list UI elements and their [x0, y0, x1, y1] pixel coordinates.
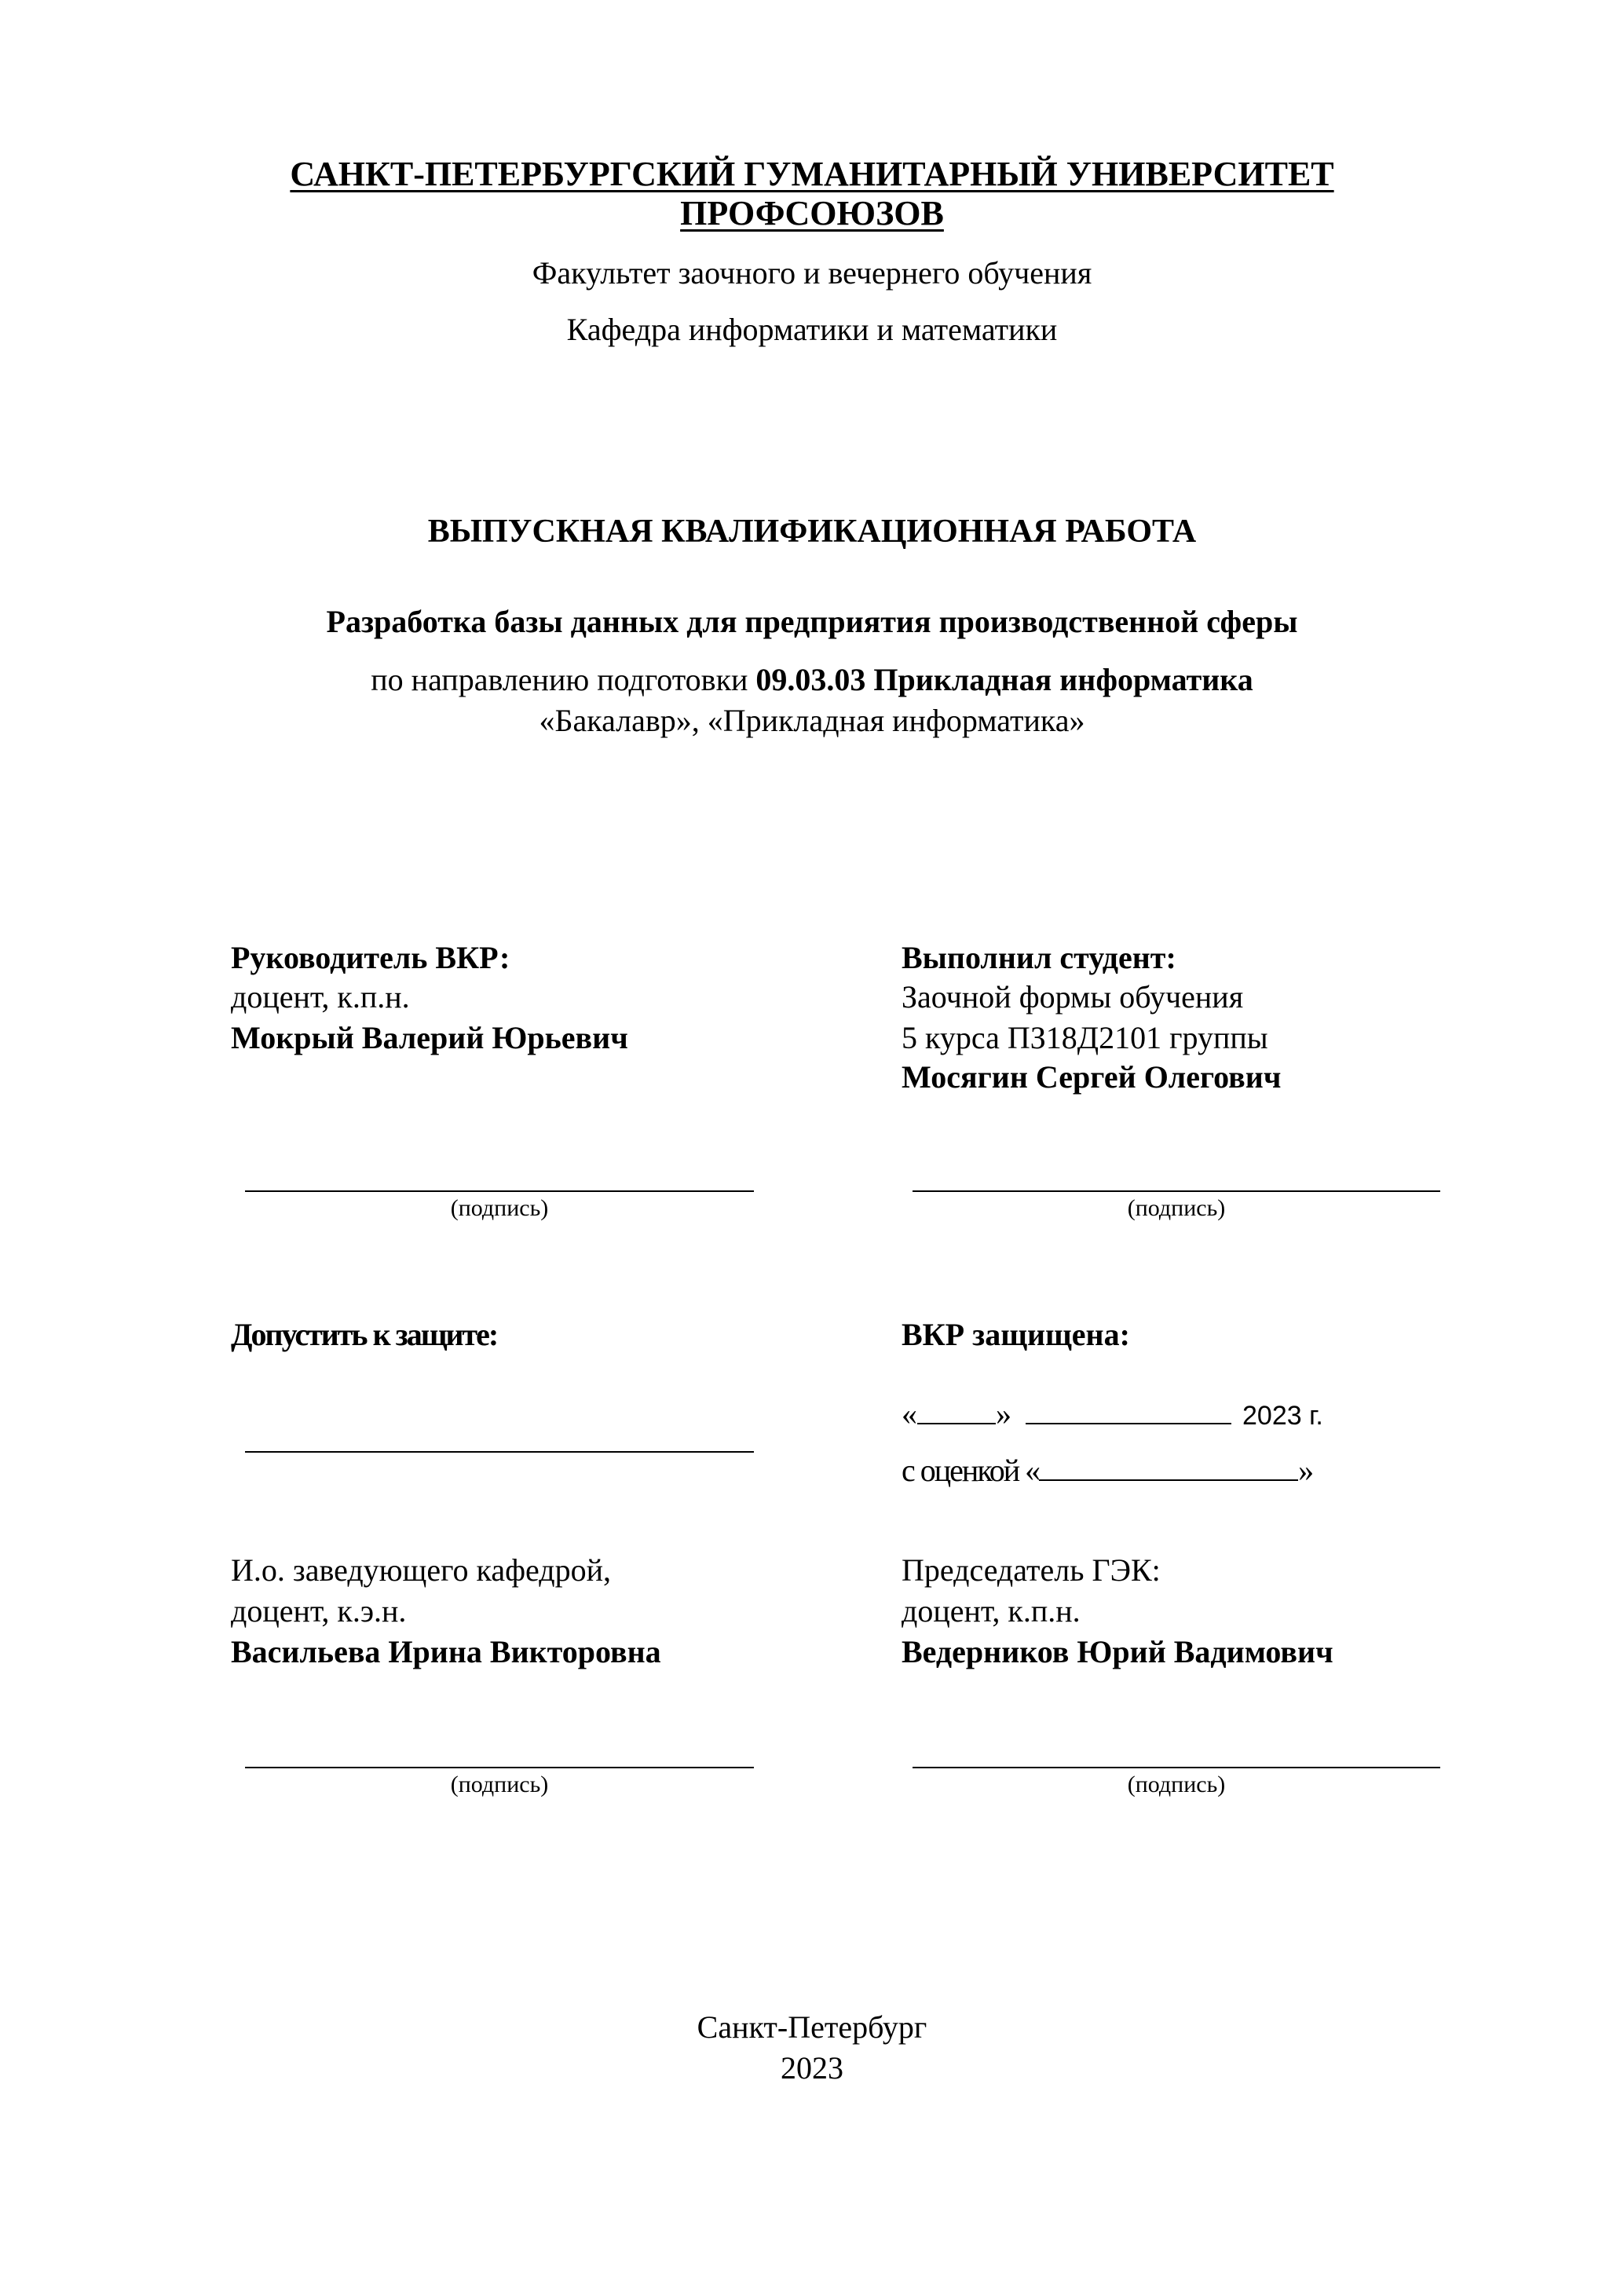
supervisor-signature-line	[245, 1190, 754, 1192]
student-course-group: 5 курса ПЗ18Д2101 группы	[902, 1020, 1268, 1055]
defense-year: 2023 г.	[1242, 1401, 1323, 1431]
footer-city: Санкт-Петербург	[697, 2009, 927, 2045]
date-month-blank	[1026, 1395, 1231, 1424]
work-topic: Разработка базы данных для предприятия производственной сферы	[326, 604, 1298, 639]
supervisor-position: доцент, к.п.н.	[231, 979, 410, 1015]
grade-blank	[1039, 1451, 1298, 1481]
gek-chairman-title: Председатель ГЭК:	[902, 1552, 1161, 1588]
grade-suffix: »	[1298, 1453, 1313, 1488]
work-type: ВЫПУСКНАЯ КВАЛИФИКАЦИОННАЯ РАБОТА	[427, 514, 1197, 550]
defense-grade	[902, 1451, 1312, 1486]
date-close-quote: »	[996, 1396, 1011, 1431]
supervisor-name: Мокрый Валерий Юрьевич	[231, 1020, 628, 1055]
footer-year: 2023	[781, 2050, 843, 2086]
grade-prefix: с оценкой «	[902, 1453, 1040, 1488]
head-of-department-name: Васильева Ирина Викторовна	[231, 1634, 661, 1669]
head-of-department-position: доцент, к.э.н.	[231, 1593, 407, 1629]
student-signature-caption: (подпись)	[1127, 1195, 1226, 1221]
date-open-quote: «	[902, 1396, 917, 1431]
student-name: Мосягин Сергей Олегович	[902, 1059, 1282, 1095]
university-name-line1: САНКТ-ПЕТЕРБУРГСКИЙ ГУМАНИТАРНЫЙ УНИВЕРСИТЕТ	[290, 155, 1334, 193]
supervisor-heading: Руководитель ВКР:	[231, 940, 510, 975]
direction-value: 09.03.03 Прикладная информатика	[755, 662, 1253, 697]
admission-signature-line	[245, 1451, 754, 1453]
defense-heading: ВКР защищена:	[902, 1317, 1130, 1352]
gek-chairman-position: доцент, к.п.н.	[902, 1593, 1081, 1629]
gek-signature-line	[913, 1767, 1440, 1768]
admission-heading: Допустить к защите:	[231, 1317, 498, 1352]
gek-signature-caption: (подпись)	[1127, 1771, 1226, 1797]
student-study-form: Заочной формы обучения	[902, 979, 1244, 1015]
faculty-name: Факультет заочного и вечернего обучения	[532, 255, 1092, 291]
supervisor-signature-caption: (подпись)	[450, 1195, 549, 1221]
head-signature-line	[245, 1767, 754, 1768]
direction-prefix: по направлению подготовки	[371, 662, 756, 697]
date-day-blank	[917, 1395, 996, 1424]
training-direction	[0, 664, 1624, 696]
department-name: Кафедра информатики и математики	[566, 312, 1058, 347]
head-of-department-title: И.о. заведующего кафедрой,	[231, 1552, 612, 1588]
head-signature-caption: (подпись)	[450, 1771, 549, 1797]
university-name-line2: ПРОФСОЮЗОВ	[680, 194, 944, 232]
degree-program: «Бакалавр», «Прикладная информатика»	[539, 703, 1085, 738]
student-heading: Выполнил студент:	[902, 940, 1176, 975]
defense-date	[902, 1395, 1323, 1430]
student-signature-line	[913, 1190, 1440, 1192]
gek-chairman-name: Ведерников Юрий Вадимович	[902, 1634, 1333, 1669]
